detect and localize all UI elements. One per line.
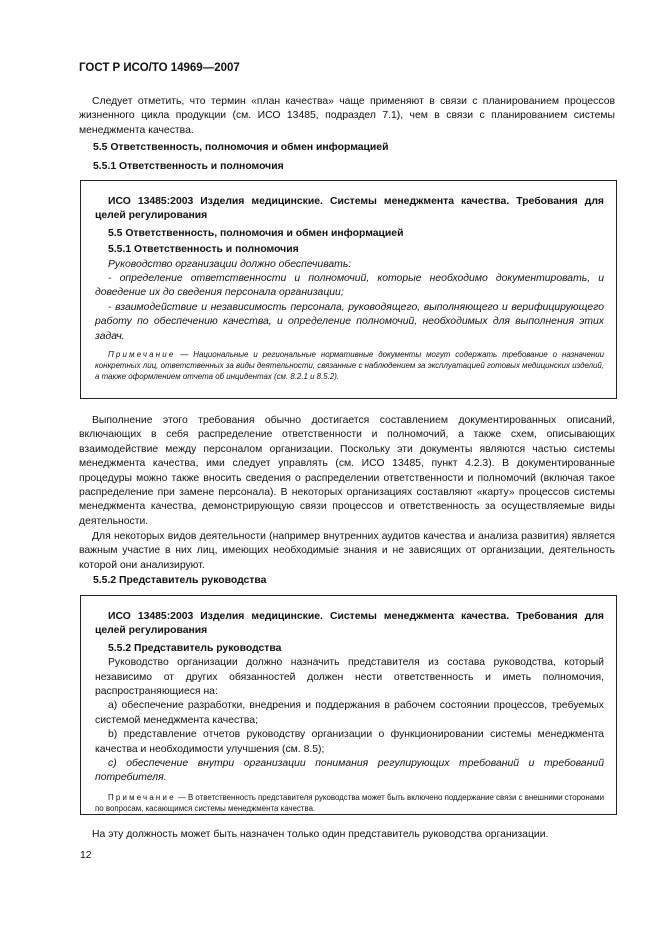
box2-standard-title: ИСО 13485:2003 Изделия медицинские. Системы менеджмента качества. Требования для целей регулирования [95,611,604,637]
iso-quote-box-5-5-1 [80,180,617,399]
box1-note-label: Примечание [108,350,176,360]
box2-item-a: a) обеспечение разработки, внедрения и поддержания в рабочем состоянии процессов, требуемых системой менеджмента качества; [95,700,604,726]
box2-note [95,793,604,815]
iso-quote-box-5-5-2 [80,595,617,815]
box1-note [95,350,604,382]
box1-note-text: — Национальные и региональные нормативные документы могут содержать требование о назначении конкретных лиц, ответственных за виды деятельности, связанные с наблюдением за эксплуатацией готовых медицинских изделий, а также оформлением отчета об инцидентах (см. 8.2.1 и 8.5.2). [95,350,604,381]
final-paragraph: На эту должность может быть назначен только один представитель руководства организации. [92,829,549,840]
box1-item-1: - определение ответственности и полномочий, которые необходимо документировать, и доведение их до сведения персонала организации; [95,273,604,299]
paragraph-1: Выполнение этого требования обычно достигается составлением документированных описаний, включающих в себя распределение ответственности и полномочий, а также схем, описывающих взаимодействие между персоналом организации. Поскольку эти документы являются частью системы менеджмента качества, ими следует управлять (см. ИСО 13485, пункт 4.2.3). В документированные процедуры можно также вносить сведения о распределении ответственности и полномочий (включая такое распределение при замене персонала). В некоторых организациях составляют «карту» процессов системы менеджмента качества, демонстрирующую связи процессов и ответственность за осуществляемые виды деятельности. [79,415,615,527]
box1-item-2: - взаимодействие и независимость персонала, руководящего, выполняющего и верифицирующего работу по обеспечению качества, и определение полномочий, необходимых для выполнения этих задач. [95,301,604,342]
paragraph-2: Для некоторых видов деятельности (например внутренних аудитов качества и анализа развития) является важным участие в них лиц, имеющих необходимые знания и не зависящих от организации, деятельность которой они анализируют. [79,531,615,571]
box1-sub-sub-heading: 5.5.1 Ответственность и полномочия [108,244,299,256]
intro-paragraph: Следует отметить, что термин «план качества» чаще применяют в связи с планированием процессов жизненного цикла продукции (см. ИСО 13485, подраздел 7.1), чем в связи с планированием системы менеджмента качества. [79,96,615,136]
section-5-5-2-heading: 5.5.2 Представитель руководства [93,575,267,586]
document-header: ГОСТ Р ИСО/ТО 14969—2007 [79,62,240,74]
box2-note-text: — В ответственность представителя руководства может быть включено поддержание связи с внешними сторонами по вопросам, касающимся системы менеджмента качества. [95,792,605,813]
box2-note-label: Примечание [108,792,176,802]
box2-lead: Руководство организации должно назначить представителя из состава руководства, который независимо от других обязанностей должен нести ответственность и иметь полномочия, распространяющиеся на: [95,657,604,698]
box1-lead: Руководство организации должно обеспечивать: [108,258,352,270]
page-number: 12 [80,850,92,861]
box2-sub-heading: 5.5.2 Представитель руководства [108,642,282,654]
box2-item-b: b) представление отчетов руководству организации о функционировании системы менеджмента качества и необходимости улучшения (см. 8.5); [95,729,604,755]
box1-sub-heading: 5.5 Ответственность, полномочия и обмен информацией [108,227,404,239]
section-5-5-1-heading: 5.5.1 Ответственность и полномочия [93,161,284,172]
section-5-5-heading: 5.5 Ответственность, полномочия и обмен информацией [93,142,389,153]
box2-item-c: c) обеспечение внутри организации понимания регулирующих требований и требований потребителя. [95,758,604,784]
box1-standard-title: ИСО 13485:2003 Изделия медицинские. Системы менеджмента качества. Требования для целей регулирования [95,196,604,222]
